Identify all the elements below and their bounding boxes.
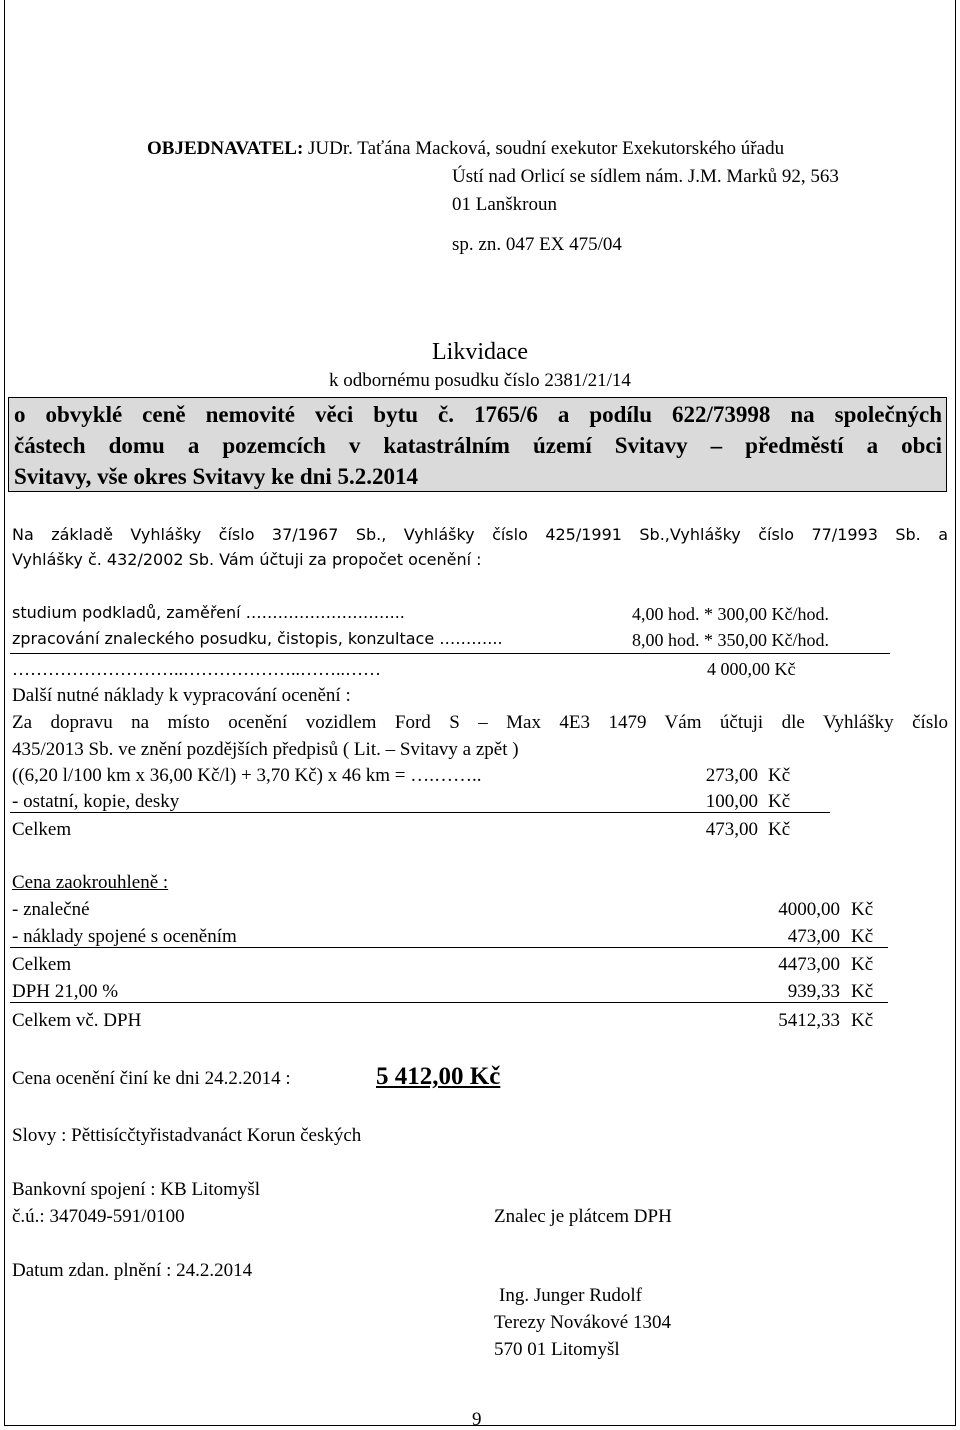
bank-connection: Bankovní spojení : KB Litomyšl: [12, 1179, 261, 1200]
rounded-row-amount: 473,00: [787, 926, 840, 947]
expert-street: Terezy Novákové 1304: [494, 1312, 671, 1333]
subject-text: [14, 399, 942, 492]
final-price-label: Cena ocenění činí ke dni 24.2.2014 :: [12, 1068, 291, 1089]
subject-line-3: Svitavy, vše okres Svitavy ke dni 5.2.2014: [14, 464, 419, 489]
basis-line-1: Na základě Vyhlášky číslo 37/1967 Sb., Vyhlášky číslo 425/1991 Sb.,Vyhlášky číslo 77/1993 Sb. a: [12, 525, 948, 544]
rounded-row-amount: 939,33: [787, 981, 840, 1002]
rounded-row-label: Celkem: [12, 954, 72, 975]
work-item-1-label: studium podkladů, zaměření ………………………...: [12, 603, 405, 622]
rounded-row-label: DPH 21,00 %: [12, 981, 119, 1002]
subject-line-1: o obvyklé ceně nemovité věci bytu č. 1765/6 a podílu 622/73998 na společných: [14, 402, 942, 427]
basis-line-2: Vyhlášky č. 432/2002 Sb. Vám účtuji za propočet ocenění :: [12, 550, 482, 569]
final-price-amount: 5 412,00 Kč: [376, 1063, 501, 1090]
transport-amount: 273,00: [705, 765, 758, 786]
rounded-heading: Cena zaokrouhleně :: [12, 872, 169, 893]
work-total-dots: ………………………..………………..……..……: [12, 659, 381, 679]
rounded-row-label: Celkem vč. DPH: [12, 1010, 142, 1031]
document-title: Likvidace: [432, 339, 528, 365]
extra-total-label: Celkem: [12, 819, 72, 840]
rounded-row-amount: 4473,00: [778, 954, 840, 975]
document-subtitle: k odbornému posudku číslo 2381/21/14: [329, 370, 631, 391]
vat-payer-note: Znalec je plátcem DPH: [494, 1206, 672, 1227]
rounded-row-amount: 5412,33: [778, 1010, 840, 1031]
extra-heading: Další nutné náklady k vypracování ocenění :: [12, 685, 351, 706]
other-costs-currency: Kč: [768, 791, 791, 812]
expert-city: 570 01 Litomyšl: [494, 1339, 620, 1360]
rounded-row-label: - znalečné: [12, 899, 90, 920]
work-items-underline: [10, 653, 890, 654]
file-reference: sp. zn. 047 EX 475/04: [452, 234, 622, 255]
work-total-amount: 4 000,00 Kč: [707, 659, 796, 679]
other-costs-amount: 100,00: [705, 791, 758, 812]
amount-in-words: Slovy : Pěttisícčtyřistadvanáct Korun českých: [12, 1125, 362, 1146]
work-item-2-hours: 8,00 hod. * 350,00 Kč/hod.: [632, 630, 829, 650]
rounded-row-currency: Kč: [851, 899, 874, 920]
work-item-1-hours: 4,00 hod. * 300,00 Kč/hod.: [632, 604, 829, 624]
client-line-3: 01 Lanškroun: [452, 194, 558, 215]
rounded-row-currency: Kč: [851, 926, 874, 947]
rounded-row-currency: Kč: [851, 954, 874, 975]
rounded-row-amount: 4000,00: [778, 899, 840, 920]
other-costs-label: - ostatní, kopie, desky: [12, 791, 180, 812]
page-number: 9: [472, 1409, 482, 1430]
rounded-row-currency: Kč: [851, 1010, 874, 1031]
rounded-row-currency: Kč: [851, 981, 874, 1002]
client-block: [147, 135, 907, 219]
client-line-1: JUDr. Taťána Macková, soudní exekutor Exekutorského úřadu: [308, 138, 785, 159]
account-number: č.ú.: 347049-591/0100: [12, 1206, 185, 1227]
rounded-underline: [10, 947, 888, 948]
extra-line-1: Za dopravu na místo ocenění vozidlem Ford S – Max 4E3 1479 Vám účtuji dle Vyhlášky číslo: [12, 712, 948, 733]
extra-line-2: 435/2013 Sb. ve znění pozdějších předpisů ( Lit. – Svitavy a zpět ): [12, 739, 519, 760]
taxable-supply-date: Datum zdan. plnění : 24.2.2014: [12, 1260, 253, 1281]
rounded-row-label: - náklady spojené s oceněním: [12, 926, 237, 947]
work-item-2-label: zpracování znaleckého posudku, čistopis, konzultace ………...: [12, 629, 503, 648]
expert-name: Ing. Junger Rudolf: [499, 1285, 643, 1306]
extra-total-amount: 473,00: [705, 819, 758, 840]
extra-total-currency: Kč: [768, 819, 791, 840]
client-label: OBJEDNAVATEL:: [147, 138, 304, 159]
transport-currency: Kč: [768, 765, 791, 786]
transport-calculation: ((6,20 l/100 km x 36,00 Kč/l) + 3,70 Kč) x 46 km = ….……..: [12, 765, 482, 786]
subject-line-2: částech domu a pozemcích v katastrálním území Svitavy – předměstí a obci: [14, 433, 942, 458]
extra-underline: [10, 812, 830, 813]
client-line-2: Ústí nad Orlicí se sídlem nám. J.M. Marků 92, 563: [452, 166, 839, 187]
vat-underline: [10, 1002, 888, 1003]
